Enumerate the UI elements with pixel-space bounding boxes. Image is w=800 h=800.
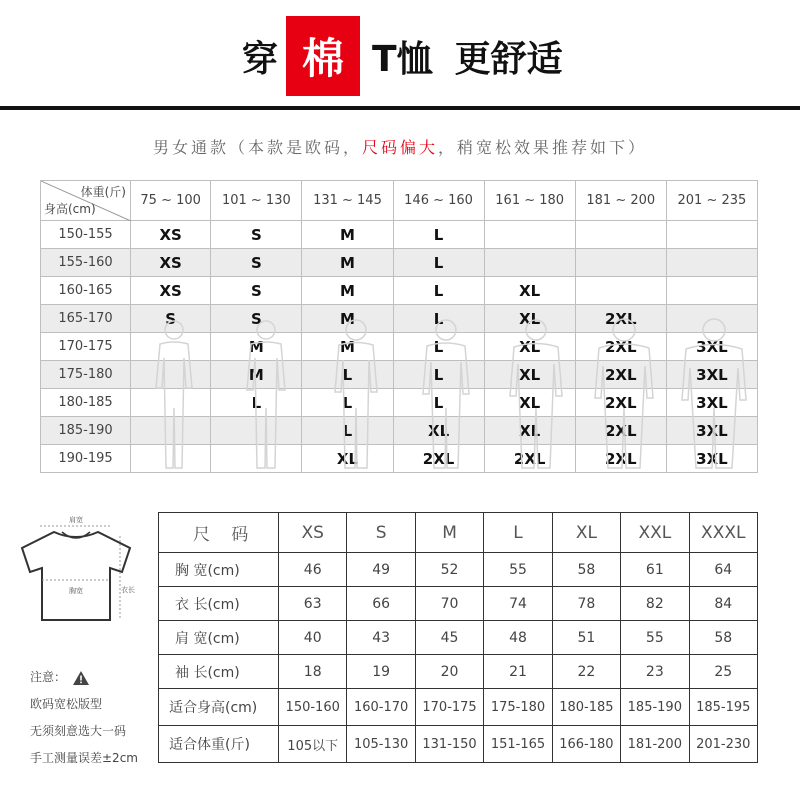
measure-value: 63 bbox=[279, 587, 347, 621]
size-header: 尺 码 bbox=[159, 513, 279, 553]
measure-value: 55 bbox=[621, 621, 689, 655]
measure-row bbox=[159, 726, 758, 763]
weight-range-header: 101 ~ 130 bbox=[211, 181, 302, 221]
size-cell: 2XL bbox=[484, 445, 575, 473]
measure-value: 105以下 bbox=[279, 726, 347, 763]
warning-icon bbox=[72, 670, 90, 686]
weight-range-header: 161 ~ 180 bbox=[484, 181, 575, 221]
subtitle-part2: ，稍宽松效果推荐如下） bbox=[438, 138, 648, 157]
size-cell: XL bbox=[484, 417, 575, 445]
measure-value: 20 bbox=[415, 655, 483, 689]
measure-header-row bbox=[159, 513, 758, 553]
size-cell: M bbox=[302, 333, 393, 361]
height-range-cell: 185-190 bbox=[41, 417, 131, 445]
size-cell: XL bbox=[393, 417, 484, 445]
size-col-header: XS bbox=[279, 513, 347, 553]
measure-value: 185-195 bbox=[689, 689, 757, 726]
size-cell: L bbox=[393, 361, 484, 389]
measure-value: 22 bbox=[552, 655, 620, 689]
size-cell: XL bbox=[484, 389, 575, 417]
measure-value: 58 bbox=[689, 621, 757, 655]
note-line-2: 无须刻意选大一码 bbox=[30, 724, 127, 738]
weight-range-header: 201 ~ 235 bbox=[666, 181, 757, 221]
size-cell: XL bbox=[484, 361, 575, 389]
size-cell: S bbox=[211, 305, 302, 333]
chest-label: 胸宽 bbox=[69, 587, 83, 595]
page-header bbox=[0, 16, 800, 96]
size-col-header: L bbox=[484, 513, 552, 553]
notes bbox=[30, 664, 138, 772]
size-cell bbox=[575, 277, 666, 305]
size-cell: XS bbox=[131, 221, 211, 249]
weight-range-header: 181 ~ 200 bbox=[575, 181, 666, 221]
size-cell bbox=[131, 417, 211, 445]
size-cell: XL bbox=[302, 445, 393, 473]
size-cell: XL bbox=[484, 305, 575, 333]
table-row bbox=[41, 445, 758, 473]
size-cell bbox=[666, 305, 757, 333]
length-label: 衣长 bbox=[121, 586, 135, 594]
note-line-3: 手工测量误差±2cm bbox=[30, 751, 138, 765]
size-cell bbox=[575, 221, 666, 249]
size-cell: S bbox=[211, 249, 302, 277]
size-cell: L bbox=[302, 417, 393, 445]
measure-value: 70 bbox=[415, 587, 483, 621]
size-cell bbox=[131, 445, 211, 473]
size-cell: M bbox=[211, 333, 302, 361]
size-col-header: XXL bbox=[621, 513, 689, 553]
table-row bbox=[41, 417, 758, 445]
size-cell: 3XL bbox=[666, 389, 757, 417]
title-right bbox=[372, 31, 563, 82]
measure-value: 49 bbox=[347, 553, 415, 587]
note-line-1: 欧码宽松版型 bbox=[30, 697, 103, 711]
size-cell bbox=[131, 333, 211, 361]
corner-height-label: 身高(cm) bbox=[44, 202, 96, 216]
table-row bbox=[41, 333, 758, 361]
measure-value: 23 bbox=[621, 655, 689, 689]
title bbox=[242, 16, 563, 96]
weight-range-header: 75 ~ 100 bbox=[131, 181, 211, 221]
size-cell bbox=[131, 389, 211, 417]
size-cell: 2XL bbox=[575, 305, 666, 333]
measure-value: 151-165 bbox=[484, 726, 552, 763]
measure-value: 21 bbox=[484, 655, 552, 689]
measure-value: 18 bbox=[279, 655, 347, 689]
measure-value: 55 bbox=[484, 553, 552, 587]
attention-row bbox=[30, 664, 90, 691]
height-range-cell: 165-170 bbox=[41, 305, 131, 333]
height-range-cell: 180-185 bbox=[41, 389, 131, 417]
measure-row bbox=[159, 553, 758, 587]
size-cell: L bbox=[393, 389, 484, 417]
size-cell bbox=[575, 249, 666, 277]
measure-value: 40 bbox=[279, 621, 347, 655]
table-row bbox=[41, 277, 758, 305]
measure-row bbox=[159, 587, 758, 621]
measure-value: 66 bbox=[347, 587, 415, 621]
measure-label: 袖 长(cm) bbox=[159, 655, 279, 689]
weight-range-header: 146 ~ 160 bbox=[393, 181, 484, 221]
size-cell: M bbox=[302, 277, 393, 305]
height-range-cell: 150-155 bbox=[41, 221, 131, 249]
title-highlight: 棉 bbox=[286, 16, 360, 96]
weight-range-header: 131 ~ 145 bbox=[302, 181, 393, 221]
measure-value: 175-180 bbox=[484, 689, 552, 726]
measure-label: 胸 宽(cm) bbox=[159, 553, 279, 587]
subtitle bbox=[0, 135, 800, 158]
measure-value: 201-230 bbox=[689, 726, 757, 763]
size-cell: 2XL bbox=[575, 389, 666, 417]
measure-value: 46 bbox=[279, 553, 347, 587]
measure-value: 61 bbox=[621, 553, 689, 587]
measure-value: 19 bbox=[347, 655, 415, 689]
size-cell: L bbox=[393, 333, 484, 361]
measure-label: 肩 宽(cm) bbox=[159, 621, 279, 655]
size-cell: XL bbox=[484, 333, 575, 361]
tshirt-icon bbox=[10, 510, 145, 630]
measure-value: 160-170 bbox=[347, 689, 415, 726]
size-cell: M bbox=[302, 249, 393, 277]
measure-value: 45 bbox=[415, 621, 483, 655]
title-left: 穿 bbox=[242, 38, 279, 80]
measure-value: 48 bbox=[484, 621, 552, 655]
shoulder-label: 肩宽 bbox=[69, 516, 83, 524]
size-col-header: M bbox=[415, 513, 483, 553]
attention-label: 注意： bbox=[30, 670, 67, 684]
measure-value: 51 bbox=[552, 621, 620, 655]
measure-value: 43 bbox=[347, 621, 415, 655]
subtitle-part1: 男女通款（本款是欧码， bbox=[152, 138, 362, 157]
size-cell: 2XL bbox=[393, 445, 484, 473]
measure-value: 170-175 bbox=[415, 689, 483, 726]
size-cell: 2XL bbox=[575, 417, 666, 445]
size-cell: XS bbox=[131, 249, 211, 277]
height-range-cell: 155-160 bbox=[41, 249, 131, 277]
measurement-table bbox=[158, 512, 758, 763]
size-cell: L bbox=[393, 221, 484, 249]
table-corner bbox=[41, 181, 131, 221]
size-cell: L bbox=[393, 277, 484, 305]
size-cell: 2XL bbox=[575, 445, 666, 473]
measure-value: 180-185 bbox=[552, 689, 620, 726]
tshirt-diagram bbox=[10, 510, 145, 630]
header-divider bbox=[0, 106, 800, 110]
height-range-cell: 175-180 bbox=[41, 361, 131, 389]
measure-value: 131-150 bbox=[415, 726, 483, 763]
measure-value: 64 bbox=[689, 553, 757, 587]
measure-value: 82 bbox=[621, 587, 689, 621]
subtitle-highlight: 尺码偏大 bbox=[361, 138, 438, 157]
size-cell: M bbox=[211, 361, 302, 389]
table-row bbox=[41, 249, 758, 277]
size-cell bbox=[666, 221, 757, 249]
size-cell bbox=[211, 417, 302, 445]
size-cell: 2XL bbox=[575, 361, 666, 389]
size-cell bbox=[666, 277, 757, 305]
title-right-a: T恤 bbox=[372, 38, 433, 80]
size-cell bbox=[666, 249, 757, 277]
measure-value: 185-190 bbox=[621, 689, 689, 726]
measure-value: 166-180 bbox=[552, 726, 620, 763]
size-cell: 3XL bbox=[666, 361, 757, 389]
size-cell: 2XL bbox=[575, 333, 666, 361]
table-row bbox=[41, 389, 758, 417]
table-row bbox=[41, 221, 758, 249]
size-cell: S bbox=[211, 277, 302, 305]
measure-row bbox=[159, 655, 758, 689]
measure-row bbox=[159, 689, 758, 726]
measure-value: 52 bbox=[415, 553, 483, 587]
size-recommendation-table bbox=[40, 180, 758, 473]
size-cell: M bbox=[302, 221, 393, 249]
size-cell bbox=[211, 445, 302, 473]
size-cell: L bbox=[211, 389, 302, 417]
measure-value: 150-160 bbox=[279, 689, 347, 726]
table-row bbox=[41, 305, 758, 333]
size-cell bbox=[484, 221, 575, 249]
size-cell: L bbox=[393, 305, 484, 333]
height-range-cell: 170-175 bbox=[41, 333, 131, 361]
size-cell: 3XL bbox=[666, 417, 757, 445]
measure-label: 衣 长(cm) bbox=[159, 587, 279, 621]
measure-value: 84 bbox=[689, 587, 757, 621]
size-cell: XS bbox=[131, 277, 211, 305]
measure-label: 适合体重(斤) bbox=[159, 726, 279, 763]
size-cell: XL bbox=[484, 277, 575, 305]
size-cell bbox=[484, 249, 575, 277]
measure-value: 105-130 bbox=[347, 726, 415, 763]
size-cell: L bbox=[393, 249, 484, 277]
table-header-row bbox=[41, 181, 758, 221]
size-col-header: XL bbox=[552, 513, 620, 553]
corner-weight-label: 体重(斤) bbox=[80, 185, 126, 199]
size-cell: 3XL bbox=[666, 445, 757, 473]
measure-value: 78 bbox=[552, 587, 620, 621]
size-cell bbox=[131, 361, 211, 389]
measure-value: 181-200 bbox=[621, 726, 689, 763]
size-cell: S bbox=[131, 305, 211, 333]
measure-row bbox=[159, 621, 758, 655]
size-col-header: S bbox=[347, 513, 415, 553]
measure-value: 74 bbox=[484, 587, 552, 621]
size-cell: S bbox=[211, 221, 302, 249]
size-cell: L bbox=[302, 361, 393, 389]
measure-value: 58 bbox=[552, 553, 620, 587]
size-cell: M bbox=[302, 305, 393, 333]
height-range-cell: 160-165 bbox=[41, 277, 131, 305]
table-row bbox=[41, 361, 758, 389]
size-col-header: XXXL bbox=[689, 513, 757, 553]
measure-value: 25 bbox=[689, 655, 757, 689]
measure-label: 适合身高(cm) bbox=[159, 689, 279, 726]
height-range-cell: 190-195 bbox=[41, 445, 131, 473]
size-cell: L bbox=[302, 389, 393, 417]
title-right-b: 更舒适 bbox=[454, 38, 563, 80]
size-cell: 3XL bbox=[666, 333, 757, 361]
